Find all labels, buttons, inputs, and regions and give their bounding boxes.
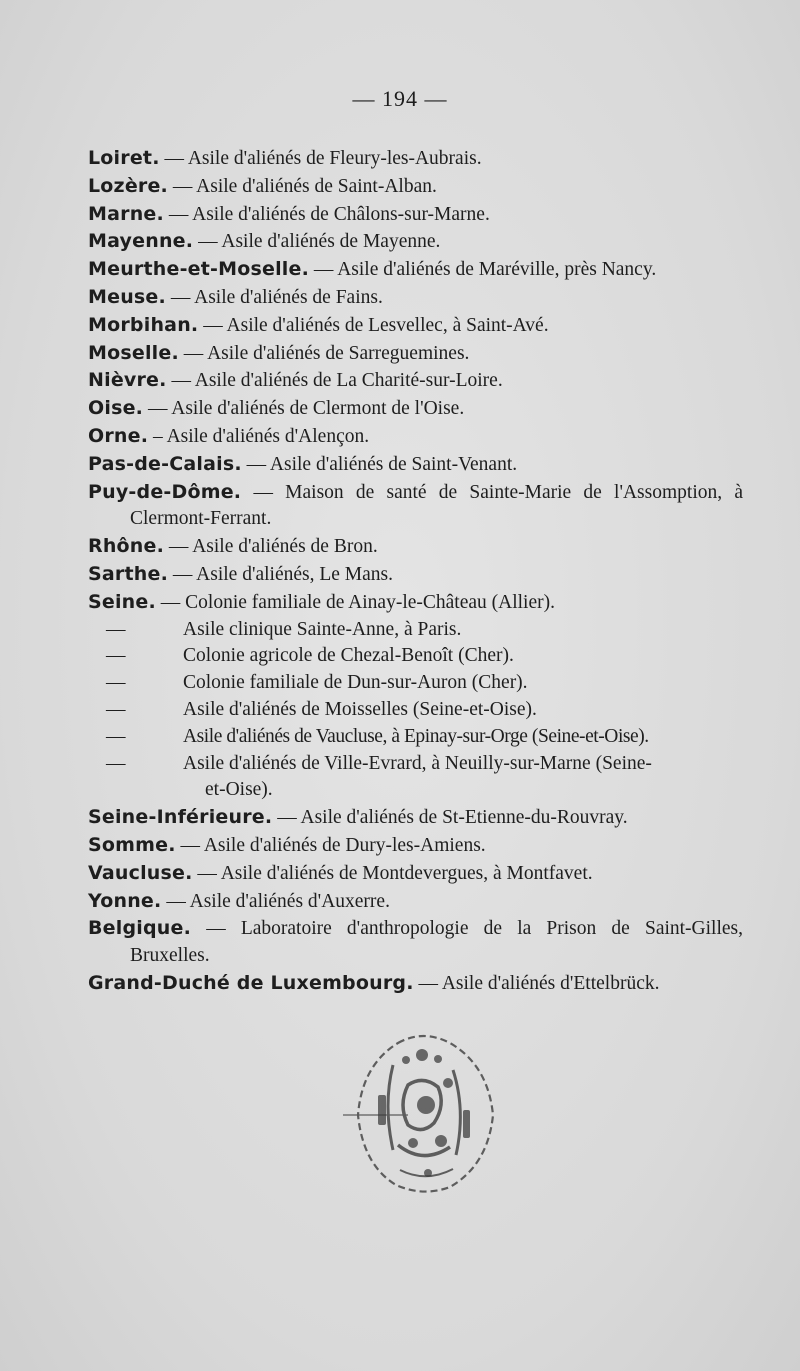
entry-text: — Asile d'aliénés de La Charité-sur-Loire. — [171, 370, 503, 392]
list-item — [88, 173, 743, 201]
sub-list-item — [88, 724, 743, 751]
ditto-dash: — — [106, 645, 126, 667]
list-item — [88, 201, 743, 229]
list-item — [88, 228, 743, 256]
entry-text: — Laboratoire d'anthropologie de la Prison de Saint-Gilles, Bruxelles. — [130, 918, 744, 967]
entry-text: — Asile d'aliénés de Fains. — [170, 286, 383, 308]
list-item — [88, 479, 743, 534]
list-item — [88, 589, 743, 617]
department-name: Oise. — [88, 397, 144, 420]
entry-text: — Asile d'aliénés de Bron. — [168, 536, 378, 558]
entry-text: — Asile d'aliénés de Saint-Venant. — [246, 453, 518, 475]
department-name: Grand-Duché de Luxembourg. — [88, 971, 414, 994]
list-item — [88, 145, 743, 173]
entry-text: — Asile d'aliénés de Sarreguemines. — [183, 342, 470, 364]
ditto-dash: — — [106, 725, 126, 747]
entry-text: — Asile d'aliénés d'Auxerre. — [166, 890, 390, 912]
list-item — [88, 284, 743, 312]
asylum-list — [88, 145, 743, 998]
sub-list-item — [88, 617, 743, 644]
entry-text: — Asile d'aliénés de Dury-les-Amiens. — [180, 834, 486, 856]
department-name: Nièvre. — [88, 369, 167, 392]
library-stamp-icon — [338, 1025, 508, 1200]
sub-list-item — [88, 751, 743, 805]
entry-text: — Asile d'aliénés de Saint-Alban. — [172, 175, 437, 197]
department-name: Seine-Inférieure. — [88, 806, 273, 829]
list-item — [88, 312, 743, 340]
entry-text: Asile d'aliénés de Vaucluse, à Epinay-sur-Orge (Seine-et-Oise). — [183, 725, 649, 747]
department-name: Moselle. — [88, 341, 179, 364]
ditto-dash: — — [106, 618, 126, 640]
entry-text: — Asile d'aliénés de Châlons-sur-Marne. — [168, 203, 490, 225]
department-name: Mayenne. — [88, 230, 194, 253]
entry-text: Asile d'aliénés de Moisselles (Seine-et-Oise). — [183, 698, 537, 720]
entry-text: — Asile d'aliénés de Lesvellec, à Saint-Avé. — [203, 314, 549, 336]
department-name: Vaucluse. — [88, 861, 193, 884]
entry-text: Asile d'aliénés de Ville-Evrard, à Neuilly-sur-Marne (Seine- — [183, 752, 652, 774]
entry-text: — Asile d'aliénés de Montdevergues, à Montfavet. — [197, 862, 593, 884]
list-item — [88, 256, 743, 284]
entry-text: Asile clinique Sainte-Anne, à Paris. — [183, 618, 462, 640]
list-item — [88, 561, 743, 589]
list-item — [88, 340, 743, 368]
list-item — [88, 860, 743, 888]
list-item — [88, 451, 743, 479]
page-number: — 194 — — [352, 86, 448, 111]
ditto-dash: — — [106, 752, 126, 774]
list-item — [88, 804, 743, 832]
sub-list-item — [88, 670, 743, 697]
department-name: Puy-de-Dôme. — [88, 480, 242, 503]
sub-list-item — [88, 697, 743, 724]
department-name: Sarthe. — [88, 562, 168, 585]
department-name: Belgique. — [88, 917, 192, 940]
entry-text: Colonie familiale de Dun-sur-Auron (Cher). — [183, 672, 528, 694]
ditto-dash: — — [106, 698, 126, 720]
department-name: Morbihan. — [88, 313, 199, 336]
entry-text: — Maison de santé de Sainte-Marie de l'Assomption, à Clermont-Ferrant. — [130, 481, 743, 530]
department-name: Somme. — [88, 833, 176, 856]
ditto-dash: — — [106, 672, 126, 694]
list-item — [88, 423, 743, 451]
list-item — [88, 533, 743, 561]
entry-text: — Asile d'aliénés d'Ettelbrück. — [418, 972, 660, 994]
entry-text: — Colonie familiale de Ainay-le-Château (Allier). — [160, 591, 555, 613]
department-name: Orne. — [88, 424, 149, 447]
list-item — [88, 970, 743, 998]
entry-text: Colonie agricole de Chezal-Benoît (Cher). — [183, 645, 514, 667]
entry-text: — Asile d'aliénés de Mayenne. — [198, 231, 441, 253]
entry-text: — Asile d'aliénés de Maréville, près Nancy. — [313, 259, 657, 281]
entry-text: — Asile d'aliénés de St-Etienne-du-Rouvray. — [277, 807, 628, 829]
department-name: Rhône. — [88, 535, 165, 558]
sub-list-item — [88, 643, 743, 670]
department-name: Pas-de-Calais. — [88, 452, 242, 475]
entry-text: — Asile d'aliénés de Fleury-les-Aubrais. — [164, 148, 482, 169]
department-name: Yonne. — [88, 889, 162, 912]
list-item — [88, 367, 743, 395]
entry-text: — Asile d'aliénés de Clermont de l'Oise. — [147, 398, 465, 420]
list-item — [88, 395, 743, 423]
department-name: Meurthe-et-Moselle. — [88, 258, 310, 281]
department-name: Meuse. — [88, 285, 166, 308]
department-name: Loiret. — [88, 147, 160, 169]
list-item — [88, 832, 743, 860]
entry-text: – Asile d'aliénés d'Alençon. — [153, 425, 370, 447]
entry-text-continued: et-Oise). — [205, 779, 273, 801]
department-name: Seine. — [88, 590, 156, 613]
list-item — [88, 888, 743, 916]
department-name: Marne. — [88, 202, 164, 225]
list-item — [88, 915, 743, 970]
entry-text: — Asile d'aliénés, Le Mans. — [172, 563, 394, 585]
department-name: Lozère. — [88, 174, 168, 197]
